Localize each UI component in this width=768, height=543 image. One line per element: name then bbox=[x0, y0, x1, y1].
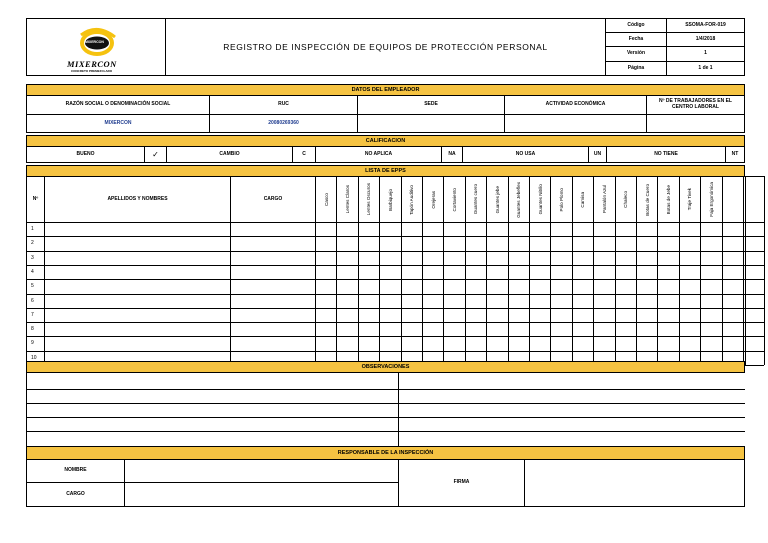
employer-section-title: DATOS DEL EMPLEADOR bbox=[26, 84, 745, 96]
epps-col-line bbox=[636, 222, 637, 365]
epps-col-line bbox=[700, 222, 701, 365]
rating-cambio-code: C bbox=[292, 146, 316, 163]
epps-item-header bbox=[679, 176, 701, 223]
epps-item-header bbox=[722, 176, 744, 223]
epps-item-label: Orejeras bbox=[430, 190, 436, 209]
epps-item-label: Camisa bbox=[580, 191, 586, 208]
epps-col-line bbox=[679, 222, 680, 365]
epps-row-name-field[interactable] bbox=[45, 309, 229, 321]
rating-no-tiene: NO TIENE bbox=[606, 146, 726, 163]
epps-item-header bbox=[401, 176, 423, 223]
epps-item-label: Cortaviento bbox=[451, 187, 457, 212]
rating-bueno-mark: ✓ bbox=[144, 146, 167, 163]
epps-item-header bbox=[336, 176, 358, 223]
epps-row-name-field[interactable] bbox=[45, 323, 229, 335]
epps-row-number: 6 bbox=[31, 297, 34, 304]
epps-col-num: Nº bbox=[26, 176, 45, 223]
ruc-value: 20080269360 bbox=[209, 114, 358, 133]
epps-item-label: Botas de Jebe bbox=[665, 184, 671, 215]
col-sede: SEDE bbox=[357, 95, 505, 115]
responsible-cargo-field[interactable] bbox=[124, 482, 399, 507]
rating-bueno: BUENO bbox=[26, 146, 145, 163]
epps-col-line bbox=[336, 222, 337, 365]
epps-row-number: 9 bbox=[31, 340, 34, 347]
epps-col-line bbox=[572, 222, 573, 365]
epps-row-number: 5 bbox=[31, 283, 34, 290]
epps-col-line bbox=[379, 222, 380, 365]
epps-col-line bbox=[615, 222, 616, 365]
meta-value: 1 de 1 bbox=[666, 61, 745, 76]
rating-no-usa-code: UN bbox=[588, 146, 607, 163]
meta-label: Página bbox=[605, 61, 667, 76]
epps-row-cargo-field[interactable] bbox=[231, 309, 314, 321]
meta-label: Código bbox=[605, 18, 667, 33]
epps-row-number: 10 bbox=[31, 354, 37, 361]
col-razon-social: RAZÓN SOCIAL O DENOMINACIÓN SOCIAL bbox=[26, 95, 210, 115]
epps-row-cargo-field[interactable] bbox=[231, 266, 314, 278]
epps-row-number: 1 bbox=[31, 226, 34, 232]
observations-area[interactable] bbox=[26, 372, 745, 446]
rating-cambio: CAMBIO bbox=[166, 146, 293, 163]
meta-value: 1 bbox=[666, 46, 745, 62]
epps-item-header bbox=[422, 176, 444, 223]
epps-row-name-field[interactable] bbox=[45, 223, 229, 235]
epps-row-name-field[interactable] bbox=[45, 337, 229, 349]
epps-item-header bbox=[508, 176, 530, 223]
epps-item-header bbox=[550, 176, 572, 223]
col-trabajadores: Nº DE TRABAJADORES EN EL CENTRO LABORAL bbox=[646, 95, 745, 115]
epps-item-header bbox=[636, 176, 658, 223]
responsible-nombre-field[interactable] bbox=[124, 459, 399, 483]
meta-label: Fecha bbox=[605, 32, 667, 47]
logo-subtext: CONCRETO PREMEZCLADO bbox=[71, 69, 113, 73]
epps-row-name-field[interactable] bbox=[45, 266, 229, 278]
epps-col-line bbox=[26, 222, 27, 365]
responsible-firma-label: FIRMA bbox=[398, 459, 525, 507]
epps-row-cargo-field[interactable] bbox=[231, 252, 314, 264]
epps-row-name-field[interactable] bbox=[45, 237, 229, 249]
epps-item-header bbox=[529, 176, 551, 223]
logo-text: MIXERCON bbox=[67, 59, 117, 69]
observations-section-title: OBSERVACIONES bbox=[26, 361, 745, 373]
rating-section-title: CALIFICACION bbox=[26, 135, 745, 147]
epps-row-name-field[interactable] bbox=[45, 295, 229, 307]
epps-row-cargo-field[interactable] bbox=[231, 237, 314, 249]
rating-no-aplica: NO APLICA bbox=[315, 146, 442, 163]
epps-row-number: 3 bbox=[31, 254, 34, 261]
epps-row-number: 7 bbox=[31, 311, 34, 318]
epps-item-label: Botas de Cuero bbox=[644, 183, 650, 216]
epps-col-line bbox=[486, 222, 487, 365]
obs-line bbox=[26, 431, 745, 432]
epps-item-header bbox=[743, 176, 765, 223]
obs-line bbox=[26, 389, 745, 390]
rating-no-aplica-code: NA bbox=[441, 146, 463, 163]
epps-row-cargo-field[interactable] bbox=[231, 323, 314, 335]
epps-item-header bbox=[379, 176, 401, 223]
epps-item-header bbox=[572, 176, 594, 223]
epps-item-label: Guantes jebe bbox=[494, 185, 500, 214]
responsible-nombre-label: NOMBRE bbox=[26, 459, 125, 483]
epps-row-number: 8 bbox=[31, 326, 34, 333]
epps-item-label: Lentes Oscuros bbox=[366, 183, 372, 216]
epps-item-label: Chaleco bbox=[623, 191, 629, 208]
epps-item-label: Traje Tivek bbox=[687, 188, 693, 211]
epps-item-label: Guantes Jebeflex bbox=[516, 181, 522, 218]
responsible-section-title: RESPONSABLE DE LA INSPECCIÓN bbox=[26, 446, 745, 460]
epps-item-header bbox=[615, 176, 637, 223]
epps-col-line bbox=[401, 222, 402, 365]
epps-col-line bbox=[443, 222, 444, 365]
logo-badge: MIXERCON bbox=[85, 40, 104, 44]
epps-item-header bbox=[315, 176, 337, 223]
meta-value: SSOMA-FOR-019 bbox=[666, 18, 745, 33]
epps-right-border bbox=[745, 176, 746, 365]
epps-item-label: Pantalón Azul bbox=[601, 185, 607, 214]
responsible-cargo-label: CARGO bbox=[26, 482, 125, 507]
epps-item-label: Lentes Claros bbox=[344, 185, 350, 214]
rating-no-tiene-code: NT bbox=[725, 146, 745, 163]
epps-row-cargo-field[interactable] bbox=[231, 280, 314, 292]
obs-divider bbox=[398, 372, 399, 446]
epps-item-header bbox=[657, 176, 679, 223]
epps-row-cargo-field[interactable] bbox=[231, 337, 314, 349]
epps-item-header bbox=[700, 176, 722, 223]
epps-row-name-field[interactable] bbox=[45, 280, 229, 292]
epps-col-line bbox=[722, 222, 723, 365]
epps-col-line bbox=[465, 222, 466, 365]
epps-item-label: Tapón Auditivo bbox=[409, 184, 415, 215]
epps-item-label: Barbiquejo bbox=[387, 188, 393, 211]
razon-social-value: MIXERCON bbox=[26, 114, 210, 133]
epps-col-line bbox=[764, 222, 765, 365]
epps-item-header bbox=[358, 176, 380, 223]
epps-col-line bbox=[593, 222, 594, 365]
meta-label: Versión bbox=[605, 46, 667, 62]
epps-col-line bbox=[550, 222, 551, 365]
epps-item-header bbox=[593, 176, 615, 223]
epps-col-cargo: CARGO bbox=[230, 176, 316, 223]
obs-line bbox=[26, 403, 745, 404]
epps-item-label: Guantes Nitrilo bbox=[537, 184, 543, 215]
epps-col-line bbox=[657, 222, 658, 365]
responsible-firma-field[interactable] bbox=[524, 459, 745, 507]
epps-item-label: Guantes cuero bbox=[473, 184, 479, 215]
epps-col-line bbox=[315, 222, 316, 365]
epps-item-label: Faja Ergonómica bbox=[708, 182, 714, 217]
col-actividad: ACTIVIDAD ECONÓMICA bbox=[504, 95, 647, 115]
epps-col-line bbox=[743, 222, 744, 365]
col-ruc: RUC bbox=[209, 95, 358, 115]
epps-col-name: APELLIDOS Y NOMBRES bbox=[44, 176, 231, 223]
epps-col-line bbox=[529, 222, 530, 365]
epps-row-number: 4 bbox=[31, 268, 34, 275]
epps-row-cargo-field[interactable] bbox=[231, 223, 314, 235]
epps-row-cargo-field[interactable] bbox=[231, 295, 314, 307]
epps-item-header bbox=[465, 176, 487, 223]
epps-item-header bbox=[443, 176, 465, 223]
meta-value: 1/4/2018 bbox=[666, 32, 745, 47]
epps-col-line bbox=[358, 222, 359, 365]
epps-row-name-field[interactable] bbox=[45, 252, 229, 264]
epps-section-title: LISTA DE EPPS bbox=[26, 165, 745, 177]
epps-col-line bbox=[422, 222, 423, 365]
epps-row-number: 2 bbox=[31, 240, 34, 247]
epps-item-header bbox=[486, 176, 508, 223]
epps-item-label: Polo Plomo bbox=[558, 187, 564, 212]
epps-col-line bbox=[508, 222, 509, 365]
page-title: REGISTRO DE INSPECCIÓN DE EQUIPOS DE PROTECCIÓN PERSONAL bbox=[223, 42, 548, 52]
obs-line bbox=[26, 417, 745, 418]
rating-no-usa: NO USA bbox=[462, 146, 589, 163]
epps-item-label: Casco bbox=[323, 192, 329, 207]
